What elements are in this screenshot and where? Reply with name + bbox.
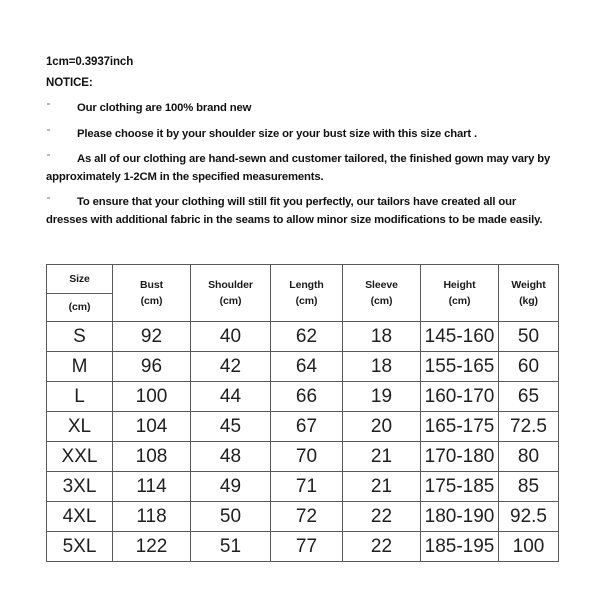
- cell-shoulder: 42: [191, 352, 271, 382]
- cell-shoulder: 50: [191, 502, 271, 532]
- cell-length: 77: [271, 532, 343, 562]
- bullet-marker-icon: [47, 103, 50, 105]
- table-header-row: [47, 265, 559, 322]
- cell-size: S: [47, 322, 113, 352]
- size-chart-table: [46, 264, 559, 562]
- cell-weight: 85: [499, 472, 559, 502]
- column-header-size: [47, 265, 113, 322]
- cell-sleeve: 18: [343, 322, 421, 352]
- column-header-size-label: Size: [47, 265, 112, 294]
- notice-item: [46, 194, 560, 229]
- cell-weight: 60: [499, 352, 559, 382]
- column-header-bust-unit: (cm): [140, 295, 163, 307]
- cell-size: 4XL: [47, 502, 113, 532]
- notice-block: [46, 55, 560, 237]
- column-header-height: [421, 265, 499, 322]
- cell-shoulder: 51: [191, 532, 271, 562]
- table-row: [47, 532, 559, 562]
- table-body: [47, 322, 559, 562]
- cell-length: 72: [271, 502, 343, 532]
- cell-length: 70: [271, 442, 343, 472]
- cell-size: XXL: [47, 442, 113, 472]
- table-row: [47, 412, 559, 442]
- cell-weight: 65: [499, 382, 559, 412]
- cell-sleeve: 21: [343, 472, 421, 502]
- table-row: [47, 502, 559, 532]
- cell-sleeve: 19: [343, 382, 421, 412]
- cell-weight: 72.5: [499, 412, 559, 442]
- column-header-sleeve-unit: (cm): [370, 295, 393, 307]
- cell-length: 64: [271, 352, 343, 382]
- cell-sleeve: 22: [343, 502, 421, 532]
- cell-shoulder: 45: [191, 412, 271, 442]
- notice-item: [46, 100, 560, 118]
- cell-size: 3XL: [47, 472, 113, 502]
- cell-sleeve: 18: [343, 352, 421, 382]
- cell-height: 165-175: [421, 412, 499, 442]
- bullet-marker-icon: [47, 197, 50, 199]
- cell-height: 180-190: [421, 502, 499, 532]
- cell-shoulder: 49: [191, 472, 271, 502]
- cell-size: M: [47, 352, 113, 382]
- cell-height: 160-170: [421, 382, 499, 412]
- column-header-height-unit: (cm): [448, 295, 471, 307]
- cell-height: 175-185: [421, 472, 499, 502]
- cell-shoulder: 48: [191, 442, 271, 472]
- cell-size: XL: [47, 412, 113, 442]
- column-header-shoulder-unit: (cm): [219, 295, 242, 307]
- table-row: [47, 472, 559, 502]
- column-header-shoulder: [191, 265, 271, 322]
- cell-shoulder: 40: [191, 322, 271, 352]
- column-header-length: [271, 265, 343, 322]
- cell-sleeve: 21: [343, 442, 421, 472]
- table-row: [47, 352, 559, 382]
- column-header-shoulder-label: Shoulder: [208, 279, 253, 291]
- notice-title: NOTICE:: [46, 77, 93, 89]
- column-header-sleeve-label: Sleeve: [365, 279, 398, 291]
- bullet-marker-icon: [47, 129, 50, 131]
- column-header-sleeve: [343, 265, 421, 322]
- bullet-marker-icon: [47, 154, 50, 156]
- cell-bust: 96: [113, 352, 191, 382]
- cell-bust: 104: [113, 412, 191, 442]
- cell-weight: 92.5: [499, 502, 559, 532]
- column-header-weight-label: Weight: [511, 279, 546, 291]
- cell-length: 66: [271, 382, 343, 412]
- cell-bust: 108: [113, 442, 191, 472]
- cell-bust: 114: [113, 472, 191, 502]
- cell-size: 5XL: [47, 532, 113, 562]
- cell-shoulder: 44: [191, 382, 271, 412]
- cell-length: 71: [271, 472, 343, 502]
- cell-bust: 118: [113, 502, 191, 532]
- notice-item: [46, 151, 560, 186]
- cell-size: L: [47, 382, 113, 412]
- column-header-bust-label: Bust: [140, 279, 163, 291]
- table-header: [47, 265, 559, 322]
- column-header-height-label: Height: [443, 279, 476, 291]
- cell-weight: 50: [499, 322, 559, 352]
- notice-item-text: Please choose it by your shoulder size or your bust size with this size chart .: [77, 127, 477, 140]
- notice-item: [46, 126, 560, 144]
- column-header-length-label: Length: [289, 279, 324, 291]
- column-header-weight-unit: (kg): [519, 295, 538, 307]
- cell-length: 67: [271, 412, 343, 442]
- cell-height: 145-160: [421, 322, 499, 352]
- cell-bust: 100: [113, 382, 191, 412]
- cell-height: 155-165: [421, 352, 499, 382]
- column-header-weight: [499, 265, 559, 322]
- conversion-line: 1cm=0.3937inch: [46, 56, 134, 68]
- cell-weight: 80: [499, 442, 559, 472]
- size-table-container: [46, 264, 558, 562]
- column-header-size-unit: (cm): [68, 301, 91, 314]
- cell-bust: 122: [113, 532, 191, 562]
- notice-item-text: As all of our clothing are hand-sewn and customer tailored, the finished gown may vary by approximately 1-2CM in the specified measurements.: [46, 153, 551, 183]
- table-row: [47, 322, 559, 352]
- column-header-length-unit: (cm): [295, 295, 318, 307]
- column-header-bust: [113, 265, 191, 322]
- cell-height: 185-195: [421, 532, 499, 562]
- cell-length: 62: [271, 322, 343, 352]
- table-row: [47, 442, 559, 472]
- cell-weight: 100: [499, 532, 559, 562]
- table-row: [47, 382, 559, 412]
- notice-item-text: To ensure that your clothing will still fit you perfectly, our tailors have created all our dresses with additional fabric in the seams to allow minor size modifications to be made easily.: [46, 196, 543, 226]
- notice-item-text: Our clothing are 100% brand new: [77, 102, 252, 114]
- cell-bust: 92: [113, 322, 191, 352]
- cell-sleeve: 22: [343, 532, 421, 562]
- cell-sleeve: 20: [343, 412, 421, 442]
- cell-height: 170-180: [421, 442, 499, 472]
